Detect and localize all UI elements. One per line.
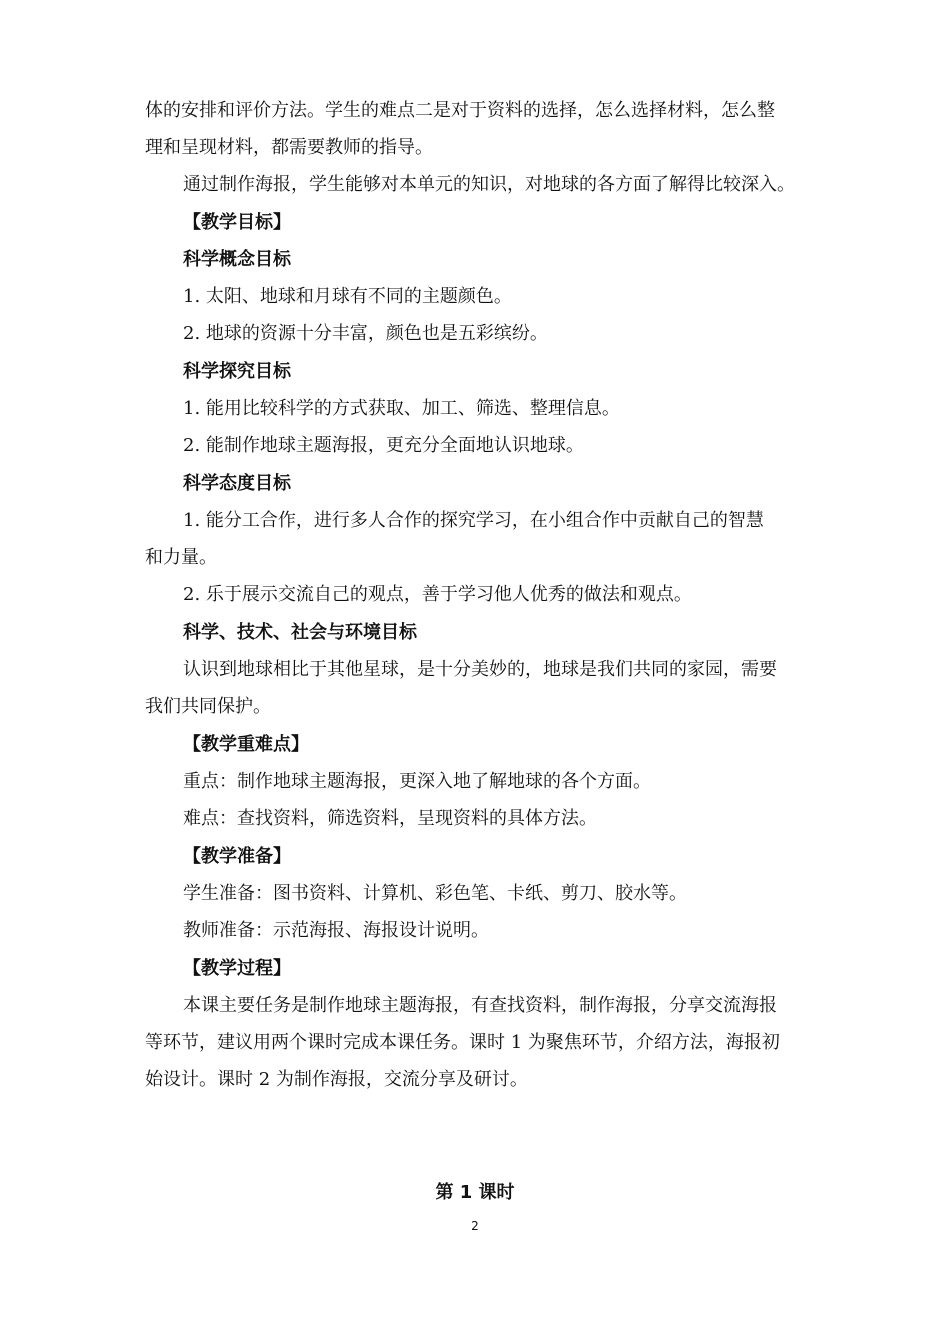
paragraph-line: 和力量。 bbox=[145, 547, 217, 568]
paragraph-line: 体的安排和评价方法。学生的难点二是对于资料的选择，怎么选择材料，怎么整 bbox=[145, 100, 775, 121]
paragraph-line: 理和呈现材料，都需要教师的指导。 bbox=[145, 137, 433, 158]
subheading-inquiry-goals: 科学探究目标 bbox=[183, 361, 291, 382]
subheading-concept-goals: 科学概念目标 bbox=[183, 249, 291, 270]
paragraph-line: 通过制作海报，学生能够对本单元的知识，对地球的各方面了解得比较深入。 bbox=[183, 174, 795, 195]
lesson-heading: 第 1 课时 bbox=[435, 1182, 515, 1203]
section-heading-objectives: 【教学目标】 bbox=[183, 212, 291, 233]
page-number: 2 bbox=[471, 1219, 479, 1233]
paragraph-line: 教师准备：示范海报、海报设计说明。 bbox=[183, 920, 489, 941]
paragraph-line: 等环节，建议用两个课时完成本课任务。课时 1 为聚焦环节，介绍方法，海报初 bbox=[145, 1032, 780, 1053]
paragraph-line: 我们共同保护。 bbox=[145, 696, 271, 717]
list-item: 1. 能分工合作，进行多人合作的探究学习，在小组合作中贡献自己的智慧 bbox=[183, 510, 764, 531]
paragraph-line: 重点：制作地球主题海报，更深入地了解地球的各个方面。 bbox=[183, 771, 651, 792]
paragraph-line: 难点：查找资料，筛选资料，呈现资料的具体方法。 bbox=[183, 808, 597, 829]
paragraph-line: 本课主要任务是制作地球主题海报，有查找资料，制作海报，分享交流海报 bbox=[183, 995, 777, 1016]
paragraph-line: 认识到地球相比于其他星球，是十分美妙的，地球是我们共同的家园，需要 bbox=[183, 659, 777, 680]
list-item: 1. 太阳、地球和月球有不同的主题颜色。 bbox=[183, 286, 512, 307]
subheading-attitude-goals: 科学态度目标 bbox=[183, 473, 291, 494]
list-item: 2. 能制作地球主题海报，更充分全面地认识地球。 bbox=[183, 435, 584, 456]
list-item: 2. 乐于展示交流自己的观点，善于学习他人优秀的做法和观点。 bbox=[183, 584, 692, 605]
section-heading-preparation: 【教学准备】 bbox=[183, 846, 291, 867]
section-heading-process: 【教学过程】 bbox=[183, 958, 291, 979]
subheading-stse-goals: 科学、技术、社会与环境目标 bbox=[183, 622, 417, 643]
list-item: 1. 能用比较科学的方式获取、加工、筛选、整理信息。 bbox=[183, 398, 620, 419]
paragraph-line: 始设计。课时 2 为制作海报，交流分享及研讨。 bbox=[145, 1069, 528, 1090]
paragraph-line: 学生准备：图书资料、计算机、彩色笔、卡纸、剪刀、胶水等。 bbox=[183, 883, 687, 904]
list-item: 2. 地球的资源十分丰富，颜色也是五彩缤纷。 bbox=[183, 323, 548, 344]
section-heading-key-points: 【教学重难点】 bbox=[183, 734, 309, 755]
